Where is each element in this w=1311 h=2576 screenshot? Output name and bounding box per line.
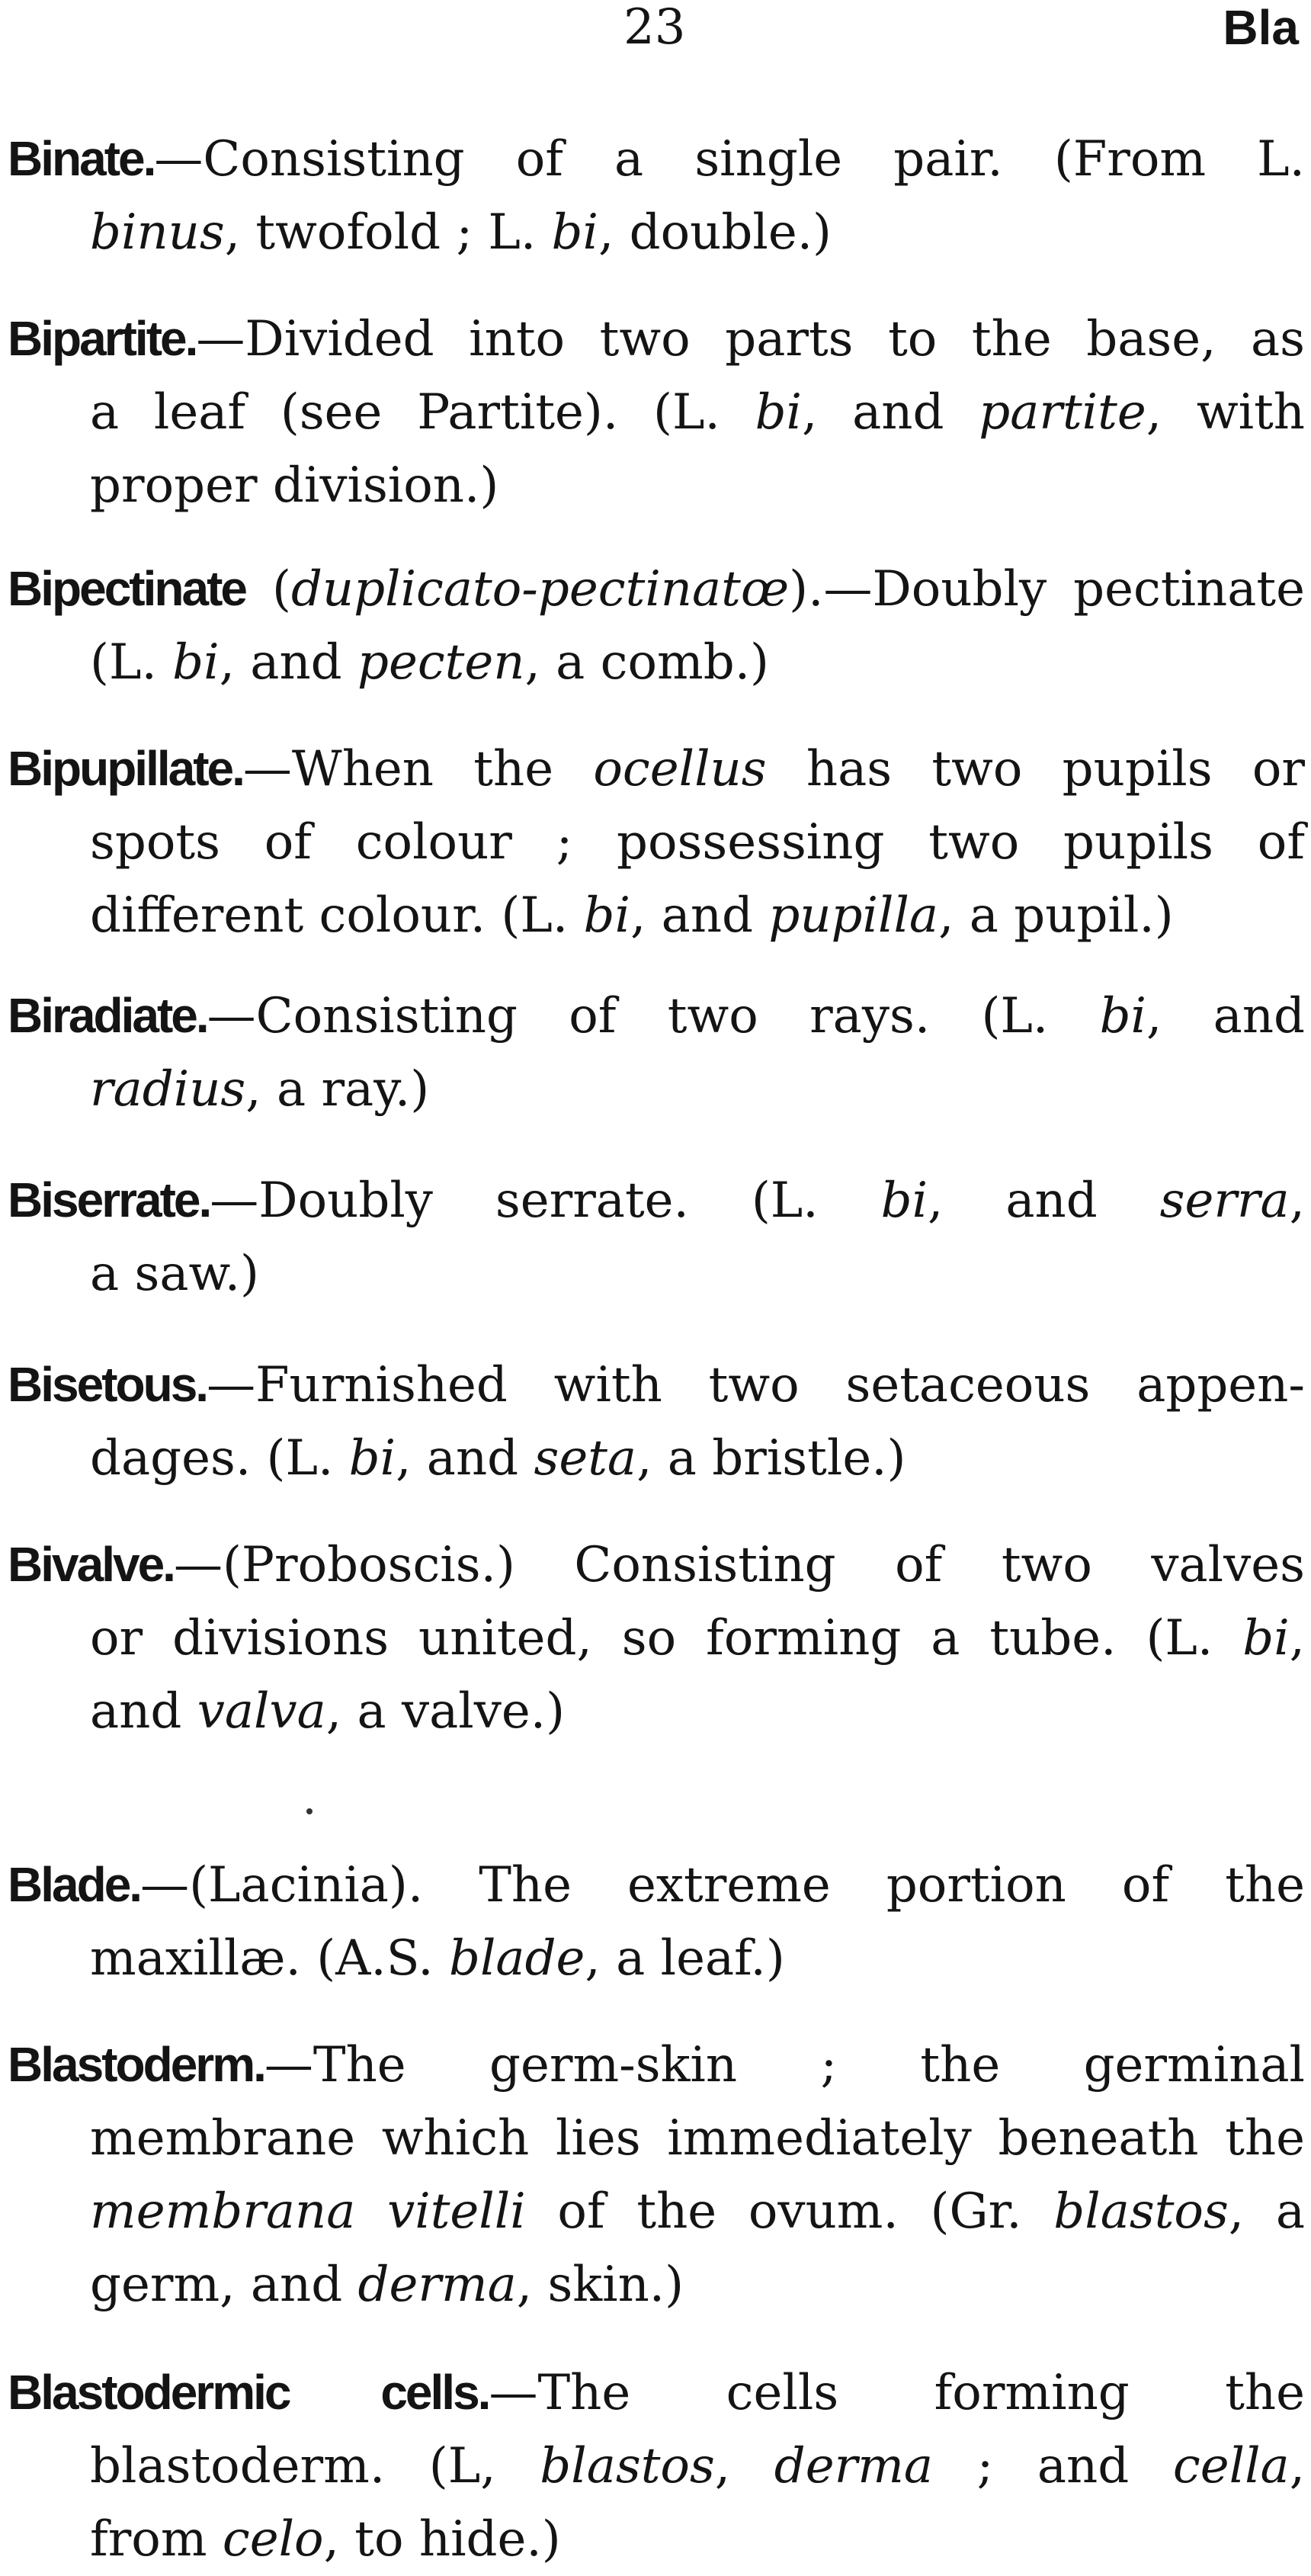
entry-definition-text: —Furnished with two setaceous appen- — [207, 1357, 1305, 1413]
entry-term: Bisetous. — [8, 1357, 207, 1412]
entry-definition-text: —Consisting of a single pair. (From L. — [154, 131, 1305, 188]
entry-continuation-line — [8, 2175, 1305, 2248]
entry-first-line — [8, 1848, 1305, 1922]
page-number: 23 — [623, 0, 686, 56]
entry-definition-text: binus, twofold ; L. bi, double.) — [90, 204, 832, 261]
entry-continuation-line — [8, 2102, 1305, 2175]
entry-definition-text: —The germ-skin ; the germinal — [264, 2037, 1305, 2093]
print-speck — [306, 1808, 313, 1814]
entry-first-line — [8, 1528, 1305, 1602]
entry-first-line — [8, 552, 1305, 626]
entry-continuation-line — [8, 1422, 1305, 1495]
entry-term: Bipartite. — [8, 311, 197, 366]
dictionary-entry — [8, 552, 1305, 699]
entry-definition-text: dages. (L. bi, and seta, a bristle.) — [90, 1430, 906, 1487]
entry-first-line — [8, 1348, 1305, 1422]
entry-term: Bipupillate. — [8, 741, 243, 796]
entry-first-line — [8, 122, 1305, 196]
entry-first-line — [8, 732, 1305, 806]
entry-definition-text: membrane which lies immediately beneath the — [90, 2110, 1305, 2167]
entry-first-line — [8, 2356, 1305, 2430]
entry-definition-text: radius, a ray.) — [90, 1061, 430, 1118]
entry-term: Blastodermic cells. — [8, 2365, 489, 2420]
entry-definition-text: —Doubly serrate. (L. bi, and serra, — [210, 1173, 1306, 1229]
entry-continuation-line — [8, 376, 1305, 449]
entry-continuation-line — [8, 1602, 1305, 1675]
entry-continuation-line — [8, 1237, 1305, 1310]
entry-definition-text: germ, and derma, skin.) — [90, 2257, 684, 2313]
dictionary-entry — [8, 1848, 1305, 1995]
entry-continuation-line — [8, 626, 1305, 699]
entry-term: Biserrate. — [8, 1173, 210, 1227]
entry-term: Blade. — [8, 1857, 141, 1912]
entry-definition-text: —When the ocellus has two pupils or — [242, 741, 1306, 797]
dictionary-entry — [8, 302, 1305, 522]
entry-continuation-line — [8, 196, 1305, 269]
entry-continuation-line — [8, 1922, 1305, 1995]
entry-definition-text: (L. bi, and pecten, a comb.) — [90, 634, 769, 691]
entry-continuation-line — [8, 2248, 1305, 2321]
dictionary-entry — [8, 2356, 1305, 2576]
entry-definition-text: —Consisting of two rays. (L. bi, and — [207, 988, 1306, 1044]
entry-continuation-line — [8, 879, 1305, 952]
dictionary-entry — [8, 1163, 1305, 1310]
entry-definition-text: from celo, to hide.) — [90, 2511, 561, 2568]
entry-term: Binate. — [8, 131, 155, 186]
dictionary-entry — [8, 732, 1305, 952]
entry-continuation-line — [8, 2503, 1305, 2576]
entry-definition-text: —The cells forming the — [489, 2365, 1306, 2421]
entry-definition-text: maxillæ. (A.S. blade, a leaf.) — [90, 1930, 785, 1987]
entry-first-line — [8, 302, 1305, 376]
dictionary-entry — [8, 2028, 1305, 2321]
entry-first-line — [8, 1163, 1305, 1237]
entry-definition-text: —(Proboscis.) Consisting of two valves — [173, 1537, 1305, 1593]
entry-first-line — [8, 979, 1305, 1053]
entry-definition-text: blastoderm. (L, blastos, derma ; and cella, — [90, 2438, 1306, 2494]
entry-definition-text: (duplicato-pectinatœ).—Doubly pectinate — [245, 561, 1305, 618]
entry-term: Biradiate. — [8, 988, 207, 1043]
entry-term: Bivalve. — [8, 1537, 174, 1592]
entry-continuation-line — [8, 1675, 1305, 1748]
entry-definition-text: a saw.) — [90, 1246, 259, 1302]
dictionary-entry — [8, 1348, 1305, 1495]
entry-definition-text: spots of colour ; possessing two pupils of — [90, 814, 1305, 871]
entry-continuation-line — [8, 806, 1305, 879]
entry-definition-text: —(Lacinia). The extreme portion of the — [140, 1857, 1305, 1914]
dictionary-entry — [8, 1528, 1305, 1748]
entry-definition-text: membrana vitelli of the ovum. (Gr. blastos, a — [90, 2183, 1305, 2240]
entry-definition-text: or divisions united, so forming a tube. (L. bi, — [90, 1610, 1305, 1667]
entry-definition-text: different colour. (L. bi, and pupilla, a pupil.) — [90, 887, 1174, 944]
entry-first-line — [8, 2028, 1305, 2102]
entry-term: Blastoderm. — [8, 2037, 264, 2092]
entry-definition-text: and valva, a valve.) — [90, 1683, 566, 1740]
guide-word: Bla — [1223, 0, 1299, 55]
dictionary-entry — [8, 122, 1305, 269]
entry-definition-text: —Divided into two parts to the base, as — [196, 311, 1305, 367]
entry-definition-text: a leaf (see Partite). (L. bi, and partite, with — [90, 384, 1306, 441]
entry-definition-text: proper division.) — [90, 457, 499, 514]
dictionary-entry — [8, 979, 1305, 1126]
entry-continuation-line — [8, 2430, 1305, 2503]
entry-continuation-line — [8, 449, 1305, 522]
entry-continuation-line — [8, 1053, 1305, 1126]
entry-term: Bipectinate — [8, 561, 245, 616]
